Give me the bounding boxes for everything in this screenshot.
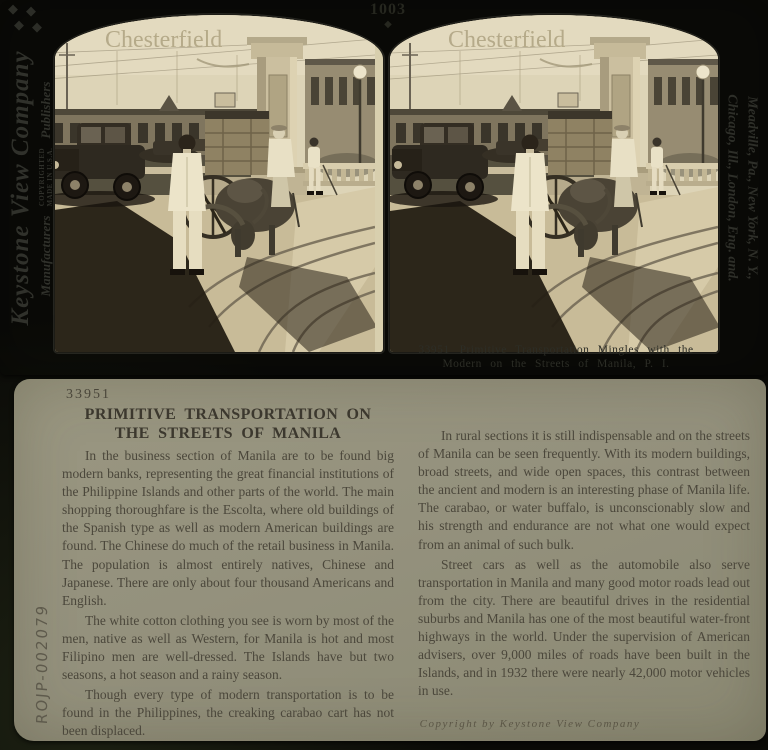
caption-number: 33951 (418, 344, 450, 356)
stereo-card-back (14, 379, 766, 741)
paragraph: Though every type of modern transportation is to be found in the Philippines, the creaking carabao cart has not been displaced. (62, 687, 394, 739)
publisher-cities-vertical: Meadville, Pa., New York, N. Y., Chicago, Ill., London, Eng. and. (724, 94, 760, 282)
serial-diamond-icon: ◆ (384, 19, 392, 30)
handwritten-catalog-number: ROJP-002079 (33, 603, 51, 725)
stereo-photo-left (55, 15, 383, 352)
publishers-label: Publishers (38, 81, 53, 139)
corner-diamond-icon: ◆ (14, 17, 24, 32)
card-serial-number: 1003 (370, 1, 406, 18)
publisher-name-vertical: Keystone View Company (7, 50, 34, 326)
stereo-photo-right (390, 15, 718, 352)
copyright-stamp: COPYRIGHTED MADE IN U.S.A. (38, 147, 54, 207)
back-title: PRIMITIVE TRANSPORTATION ON THE STREETS OF MANILA (84, 406, 372, 442)
paragraph: The white cotton clothing you see is worn by most of the men, native as well as Western, for Manila is hot and most Filipino men are well-dressed. The Islands have but two seasons, a hot season and a rainy season. (62, 612, 394, 683)
photo-caption: 33951 Primitive Transportation Mingles with the Modern on the Streets of Manila, P. I. (418, 344, 694, 370)
back-card-number: 33951 (66, 387, 111, 402)
description-column-right (418, 387, 750, 743)
corner-diamond-icon: ◆ (32, 19, 42, 34)
description-column-left (62, 387, 394, 743)
paragraph: In the business section of Manila are to be found big modern banks, representing the great financial institutions of the Philippine Islands and other parts of the world. The main shopping thoroughfare is the Escolta, where old buildings of the Spanish type as well as modern American buildings are found. The Chinese do much of the retail business in Manila. The population is almost entirely natives, Chinese and Japanese. There are only about four thousand Americans and English. (62, 448, 394, 608)
copyright-line: Copyright by Keystone View Company (419, 718, 641, 730)
description-columns (62, 387, 750, 743)
corner-diamond-icon: ◆ (8, 1, 18, 16)
paragraph: In rural sections it is still indispensable and on the streets of Manila can be seen frequently. With its modern buildings, broad streets, and wide open spaces, this contrast between the ancient and modern is an interesting phase of Manila life. The carabao, or water buffalo, is unconscionably slow and his strength and endurance are not what one would expect from an animal of such bulk. (418, 428, 750, 552)
publisher-roles-vertical (37, 39, 55, 339)
paragraph: Street cars as well as the automobile also serve transportation in Manila and many good motor roads lead out from the city. There are beautiful drives in the residential suburbs and Manila has one of the most beautiful water-front highways in the world. Under the supervision of American advisers, over 9,000 miles of roads have been built in the Islands, and in 1932 there were nearly 42,000 motor vehicles in use. (418, 556, 750, 699)
manufacturers-label: Manufacturers (38, 215, 53, 297)
corner-diamond-icon: ◆ (26, 3, 36, 18)
